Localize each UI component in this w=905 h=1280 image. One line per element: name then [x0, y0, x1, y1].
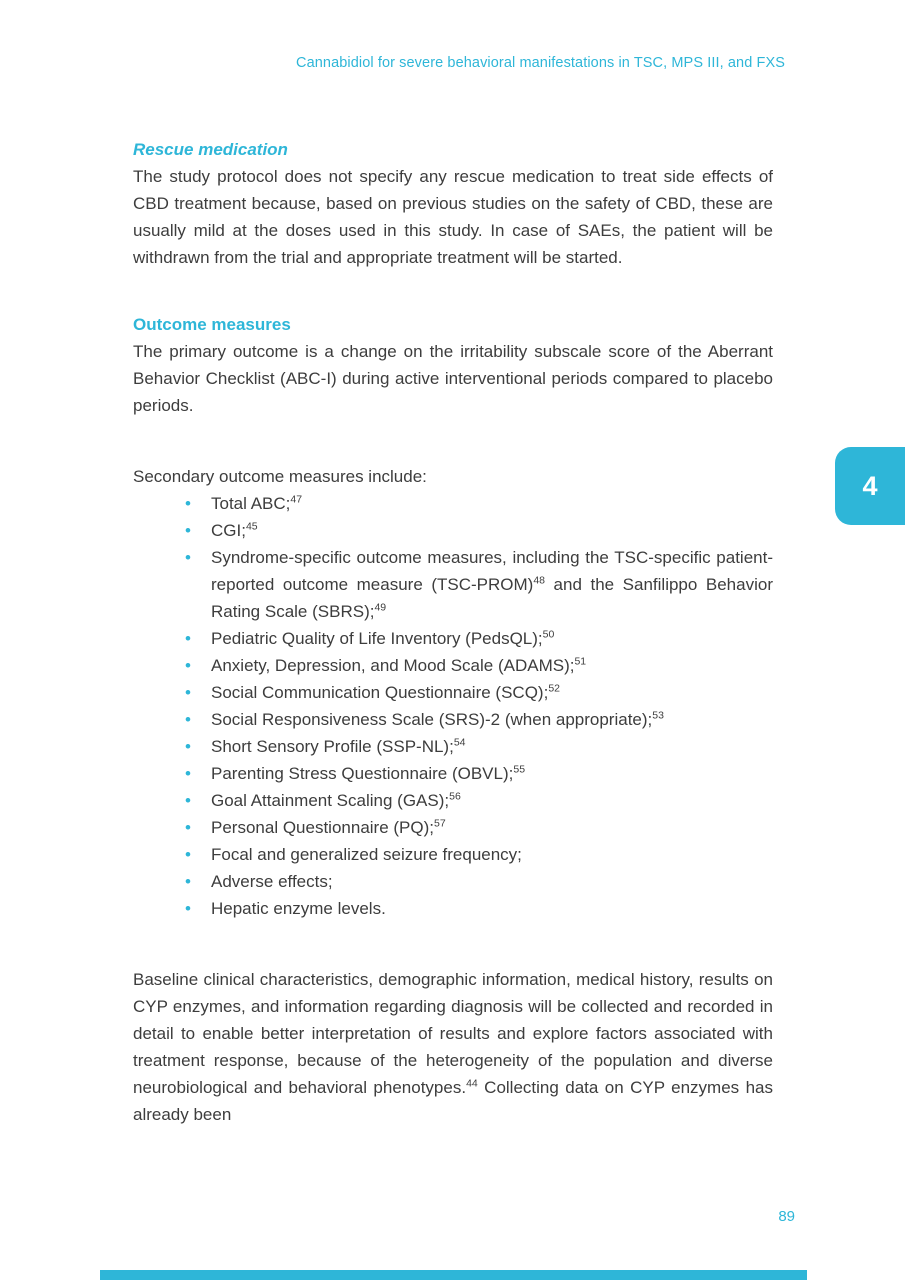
reference-superscript: 53 — [652, 709, 664, 722]
list-item-text: Syndrome-specific outcome measures, including the TSC-specific patient-reported outcome measure (TSC-PROM)$^{48}$ and the Sanfilippo Behavior Rating Scale (SBRS);$^{49}$ — [211, 548, 773, 621]
list-item — [133, 787, 773, 814]
bullet-icon: • — [185, 521, 191, 540]
bullet-icon: • — [185, 548, 191, 567]
reference-superscript: 44 — [466, 1077, 478, 1090]
list-item — [133, 733, 773, 760]
list-item-text: Adverse effects; — [211, 872, 333, 891]
chapter-tab — [835, 447, 905, 525]
reference-superscript: 51 — [574, 655, 587, 668]
list-item-text: Total ABC;$^{47}$ — [211, 493, 303, 513]
footer-bar — [100, 1270, 807, 1280]
list-item-text: Pediatric Quality of Life Inventory (PedsQL);$^{50}$ — [211, 628, 555, 648]
list-item-text: Focal and generalized seizure frequency; — [211, 845, 522, 864]
list-item — [133, 652, 773, 679]
reference-superscript: 52 — [548, 682, 560, 695]
list-item — [133, 679, 773, 706]
chapter-number: 4 — [862, 470, 878, 501]
list-item — [133, 814, 773, 841]
bullet-icon: • — [185, 764, 191, 783]
list-item — [133, 706, 773, 733]
reference-superscript: 49 — [374, 601, 387, 614]
list-item — [133, 868, 773, 895]
list-item — [133, 625, 773, 652]
list-item-text: Social Responsiveness Scale (SRS)-2 (when appropriate);$^{53}$ — [211, 709, 664, 729]
bullet-icon: • — [185, 845, 191, 864]
reference-superscript: 55 — [513, 763, 526, 776]
page-content — [133, 136, 773, 1128]
list-item-text: Personal Questionnaire (PQ);$^{57}$ — [211, 817, 446, 837]
secondary-outcomes-list — [133, 490, 773, 922]
list-item-text: Short Sensory Profile (SSP-NL);$^{54}$ — [211, 736, 466, 756]
primary-outcome-paragraph: The primary outcome is a change on the irritability subscale score of the Aberrant Behavior Checklist (ABC-I) during active interventional periods compared to placebo periods. — [133, 342, 773, 415]
rescue-medication-paragraph: The study protocol does not specify any rescue medication to treat side effects of CBD treatment because, based on previous studies on the safety of CBD, these are usually mild at the doses used in this study. In case of SAEs, the patient will be withdrawn from the trial and appropriate treatment will be started. — [133, 167, 773, 267]
list-item — [133, 895, 773, 922]
bullet-icon: • — [185, 656, 191, 675]
closing-paragraph: Baseline clinical characteristics, demographic information, medical history, results on CYP enzymes, and information regarding diagnosis will be collected and recorded in detail to enable better interpretation of results and explore factors associated with treatment response, because of the heterogeneity of the population and diverse neurobiological and behavioral phenotypes.$^{44}$ Collecting data on CYP enzymes has already been — [133, 970, 773, 1124]
list-item-text: Hepatic enzyme levels. — [211, 899, 386, 918]
secondary-outcomes-intro: Secondary outcome measures include: — [133, 467, 427, 486]
bullet-icon: • — [185, 818, 191, 837]
reference-superscript: 56 — [449, 790, 461, 803]
section-heading-rescue-medication: Rescue medication — [133, 140, 288, 159]
reference-superscript: 50 — [542, 628, 555, 641]
bullet-icon: • — [185, 791, 191, 810]
bullet-icon: • — [185, 872, 191, 891]
reference-superscript: 54 — [453, 736, 466, 749]
list-item — [133, 544, 773, 625]
list-item — [133, 841, 773, 868]
list-item — [133, 517, 773, 544]
reference-superscript: 45 — [245, 520, 258, 533]
bullet-icon: • — [185, 710, 191, 729]
reference-superscript: 57 — [434, 817, 446, 830]
list-item — [133, 490, 773, 517]
list-item-text: Goal Attainment Scaling (GAS);$^{56}$ — [211, 790, 461, 810]
bullet-icon: • — [185, 737, 191, 756]
section-heading-outcome-measures: Outcome measures — [133, 315, 291, 334]
bullet-icon: • — [185, 683, 191, 702]
list-item-text: CGI;$^{45}$ — [211, 520, 258, 540]
list-item-text: Social Communication Questionnaire (SCQ);$^{52}$ — [211, 682, 560, 702]
reference-superscript: 48 — [533, 574, 545, 587]
list-item-text: Anxiety, Depression, and Mood Scale (ADAMS);$^{51}$ — [211, 655, 587, 675]
bullet-icon: • — [185, 629, 191, 648]
running-head: Cannabidiol for severe behavioral manifestations in TSC, MPS III, and FXS — [296, 55, 785, 71]
list-item-text: Parenting Stress Questionnaire (OBVL);$^{55}$ — [211, 763, 526, 783]
reference-superscript: 47 — [290, 493, 303, 506]
list-item — [133, 760, 773, 787]
page-number: 89 — [778, 1208, 795, 1225]
bullet-icon: • — [185, 494, 191, 513]
bullet-icon: • — [185, 899, 191, 918]
